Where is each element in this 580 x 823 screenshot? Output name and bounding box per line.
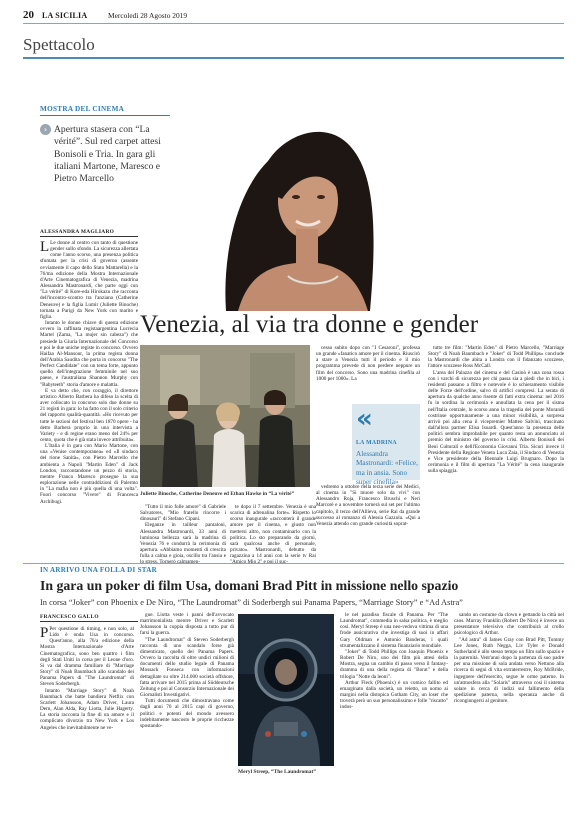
article1-col3-p1: te dopo il 7 settembre. Venezia è una scarica di adrenalina forte». Rispetto lo scorso inaugurale «racconterà il grande amore per il cinema, e giusto non mettersi altro, non contaminarlo con la politica. Lo sto preparando da giorni, sarà qualcosa anche di personale, privato». Mastronardi, debutto da ragazzina a 14 anni con la serie tv Rai <box>230 504 316 560</box>
issue-date: Mercoledì 28 Agosto 2019 <box>108 11 188 20</box>
article2-column-3 <box>340 612 448 811</box>
portrait-illustration <box>178 101 418 311</box>
article1-photo-caption: Juliette Binoche, Catherine Deneuve ed Ethan Hawke in “La vérité” <box>140 491 295 497</box>
section-title: Spettacolo <box>23 35 95 54</box>
header-rule <box>23 23 564 24</box>
article2-byline: FRANCESCO GALLO <box>40 614 99 620</box>
article2-col2-p2: "The Laundromat" di Steven Soderbergh racconta di uno scandalo forse già dimenticato, quello dei Panama Papers. Ovvero la raccolta di oltre undici milioni di documenti dello studio legale di Panama Mossack Fonseca con informazioni dettagliate su oltre 214.000 società offshore, fatta arrivare nel 2015 prima al Süddeutsche Zeitung e poi al Consorzio Internazionale dei Giornalisti Investigativi. <box>140 636 234 699</box>
dropcap: P <box>40 625 49 641</box>
article1-col1-p3: E va detto che, con coraggio, il direttore artistico Alberto Barbera ha difeso la scelta di aver collocato in concorso solo due donne su 21 registi in gara: lo ha fatto con il solo criterio del rapporto qualità-quantità. «Ho ricevuto per tutte le sezioni del festival ben 1870 opere - ha detto Barbera proprio in una intervista a Variety - e di regine erano meno del 24% per cento, quota che è già stata invece attribuita». <box>40 387 138 443</box>
article1-column-3 <box>230 504 316 562</box>
article1-col5-p1: tutto tre film: "Martin Eden" di Pietro Marcello, "Marriage Story" di Noah Baumbach e "Joker" di Todd Phillips» conclude la Mastronardi che abita a Londra con il fidanzato scozzese, l'attore scozzese Ross McCall. <box>428 345 564 370</box>
arrow-right-icon: › <box>40 124 51 135</box>
article2-column-2 <box>140 612 234 811</box>
newspaper-name: LA SICILIA <box>42 11 88 20</box>
film-still-illustration <box>140 345 310 487</box>
dropcap: L <box>40 239 50 255</box>
article1-column-5 <box>428 345 564 562</box>
article1-col5-p2: L'area del Palazzo del cinema e del Casinò è una zona rossa con i varchi di sicurezza per chi passa sia a piedi che in bici, i residenti passano a filtro e notevole è lo schieramento visibile delle Forze dell'ordine, salvo di artifici compresi. La serata di apertura da qualche anno risente di fatti extra cinema: nel 2016 fu in sordina la cerimonia e annullata la cena per il sisma nell'Italia centrale, lo scorso anno la tragedia del ponte Morandi costrinse opportunamente a una minor visibilità, a sorpresa arrivò poi alla cena il vicepremier Matteo Salvini, trascinato dall'allora partner Elisa Isoardi. Quest'anno la presenza delle politici sembra improbabile per quanto resta un annunciatu al premio del ministro del governo in crisi. Alberto Bonisoli dei Beni Culturali e delll'Economia Giovanni Tria. Sicuri invece il Presidente della Regione Veneto Luca Zaia, il Sindaco di Venezia e Vice presidente della Biennale Luigi Brugnaro. Dopo la cerimonia e il film di apertura "La Vérité" la cena inaugurale sulla spiaggia. <box>428 369 564 475</box>
article2-col2-p1: gue. Liotta veste i panni dell'avvocato matrimonialista mentre Driver e Scarlett Johansson la coppia disposta a tutto pur di farsi la guerra. <box>140 612 234 637</box>
article2-column-1 <box>40 626 134 811</box>
article1-col4-p2: vedremo a ottobre nella terza serie dei Medici, al cinema in "Si muore solo da vivi" con Alessandro Roja, Francesco Bruschi e Neri Marcorè e a novembre tornerà sul set per l'ultimo capitolo, il terzo dell'Allieva, serie Rai da grande successo al romanzo di Alessia Gazzola. «Qui a Venezia attendo con grande curiosità soprat- <box>316 484 420 527</box>
article1-kicker-rule <box>40 115 170 116</box>
article-separator <box>23 563 564 564</box>
quote-kicker: LA MADRINA <box>356 440 397 446</box>
article2-photo <box>238 614 334 766</box>
article2-col4-p1: sando un costume da clown e gettando la città nel caos. Murray Franklin (Robert De Niro) è invece un presentatore televisivo che contribuirà al crollo psicologico di Arthur. <box>454 612 564 637</box>
article1-col1-p4: L'Italia è in gara con Mario Martone, con una «Venise contemporanea» ed «Il sindaco del rione Sanità», con Pietro Marcello che ambienta a Napoli "Martin Eden" di Jack London, raccontandone un pezzo di storia, mentre Franco Maresco prosegue la sua esplorazione nelle contraddizioni di Palermo in "La mafia non è più quella di una volta". Fuori concorso "Vivere" di Francesca Archibugi. <box>40 443 138 505</box>
article1-col2-p1: "Tutto il mio folle amore" di Gabriele Salvatores, "Mio fratello rincorre i dinosauri" di Stefano Cipani. <box>140 504 226 523</box>
quote-text: Alessandra Mastronardi: «Felice, ma in ansia. Sono super cinefila» <box>356 450 418 486</box>
article2-col3-p3: Arthur Fleck (Phoenix) è un comico fallito ed emarginato dalla società, un reietto, un uomo ai margini nella distopica Gotham City, un loser che troverà però un suo personalissimo e folle "riscatto" indos- <box>340 679 448 711</box>
article1-teaser: Apertura stasera con “La vérité”. Sul red carpet attesi Bonisoli e Tria. In gara gli italiani Martone, Maresco e Pietro Marcello <box>54 124 161 185</box>
article2-subhead: In corsa “Joker” con Phoenix e De Niro, “The Laundromat” di Soderbergh sui Panama Papers, “Marriage Story” e “Ad Astra” <box>40 598 463 607</box>
quote-mark-icon: « <box>356 404 367 434</box>
article2-col1-p2: Intanto "Marriage Story" di Noah Baumbach che batte bandiera Netflix con Scarlett Johansson, Adam Driver, Laura Dern, Alan Alda, Ray Liotta, Julie Hagerty. La storia racconta la fine di un amore e il complicato divorzio tra New York e Los Angeles che inevitabilmente ne ve- <box>40 687 134 731</box>
article2-headline: In gara un poker di film Usa, domani Brad Pitt in missione nello spazio <box>40 578 459 593</box>
article1-col4-p1: cesso subito dopo con "I Cesaroni", professa un grande «fanatico amore per il cinema. Riuscirò a stare a Venezia tutti il periodo e il mio programma prevede di non perdere neppure un film del concorso. Sono una madrina cinefila al 1000 per 1000». La <box>316 345 420 382</box>
article1-byline-rule <box>40 236 138 237</box>
article1-col1-p1: Le donne al centro con tanto di questione gender sullo sfondo. La sicurezza allertata come l'anno scorso, una presenza politica sfumata per la crisi di governo (assente ovviamente il capo dello Stato Mattarella) e la 76/ma edizione della Mostra Internazionale d'Arte Cinematografica di Venezia, madrina Alessandra Mastronardi, che parte oggi con "La vérité" di Kore-eda Hirokazu che racconta dell'incontro-scontro tra l'anziana (Catherine Deneuve) e la figlia Lumir (Juliette Binoche) tornata a Parigi da New York con marito e figlia. <box>40 240 138 320</box>
article2-kicker: IN ARRIVO UNA FOLLA DI STAR <box>40 566 157 574</box>
article1-main-photo <box>178 101 418 311</box>
article2-col3-p1: le nel paradiso fiscale di Panama. Per "The Laundromat", commedia in salsa politica, è meglio così. Meryl Streep è una neo-vedova vittima di una frode assicurativa che investiga di suoi in affari Gary Oldman e Antonio Banderas, i quali strumentalizzano il sistema finanziario mondiale. <box>340 612 448 649</box>
article1-col2-p2: Eleganze in tailleur pantaloni, Alessandra Mastronardi, 33 anni di luminosa bellezza sarà la madrina di Venezia 76 e condurrà la cerimonia di apertura. «Abbiamo momenti di crescita folla a calma e gioia, oscillo tra l'ansia e <box>140 522 226 560</box>
article1-film-still <box>140 345 310 487</box>
article1-column-4a <box>316 345 420 401</box>
article1-column-4b <box>316 484 420 562</box>
article2-column-4 <box>454 612 564 811</box>
article2-col4-p2: "Ad astra" di James Gray con Brad Pitt, Tommy Lee Jones, Ruth Negga, Liv Tyler e Donald Sutherland è allo stesso tempo un film sullo spazio e la paternità. Vent'anni dopo la partenza di suo padre per una missione di sola andata verso Nettuno alla ricerca di segni di vita extraterrestre, Roy McBride, ingegnere dell'esercito, segue le orme paterne. In un'atmosfera alla "Solaris" attraverso così il sistema solare in cerca di indizi sul fallimento della spedizione paterna, nella speranza anche di ricongiungersi al genitore. <box>454 636 564 705</box>
article2-col3-p2: "Joker" di Todd Phillips con Joaquin Phoenix e Robert De Niro, uno dei film più attesi della Mostra, segna un cambio di passo verso il fantasy-dramma di una della regista di "Borat" e della trilogia "Notte da leoni". <box>340 648 448 680</box>
article1-col1-p2: Intanto le donne chiave di questa edizione ovvero la raffinata registaargentina Lucrecia Martel (Zama, "La mujer sin cabeza") che presiede la Giuria Internazionale del Concorso e poi le due uniche registe in concorso. Ovvero Haifaa Al-Mansour, la prima regista donna dell'Arabia Saudita che porta in concorso "The Perfect Candidate" con un tema forte, appunto quello dell'integrazione femminile nel suo paese, e l'australiana Shannon Murphy con "Babyteeth" storia d'amore e malattia. <box>40 320 138 388</box>
article2-col1-p1: Per questione di timing, e non solo, al Lido è onda Usa in concorso. Quest'anno, alla 76/a edizione della Mostra Internazionale d'Arte Cinematografica, sono ben quattro i film degli Stati Uniti in corsa per il Leone d'oro. Si va dal dramma familiare di "Marriage Story" di Noah Baumbach allo scandalo dei Panama Papers di "The Laundromat" di Steven Soderbergh. <box>40 626 134 688</box>
article1-column-1 <box>40 240 138 560</box>
page-number: 20 <box>23 9 34 21</box>
article1-byline: ALESSANDRA MAGLIARO <box>40 229 115 235</box>
article1-headline: Venezia, al via tra donne e gender <box>140 311 479 338</box>
article2-photo-caption: Meryl Streep, “The Laundromat” <box>238 769 316 775</box>
article1-kicker: MOSTRA DEL CINEMA <box>40 105 125 113</box>
section-rule <box>23 57 564 59</box>
article2-byline-rule <box>40 621 138 622</box>
article1-column-2 <box>140 504 226 562</box>
article2-col2-p3: Tutti documenti che dimostravano come dagli anni 70 al 2015 capi di governo, politici e potenti del mondo avessero indebitamente nascosto le proprie ricchezze spostando- <box>140 698 234 729</box>
astronaut-illustration <box>238 614 334 766</box>
